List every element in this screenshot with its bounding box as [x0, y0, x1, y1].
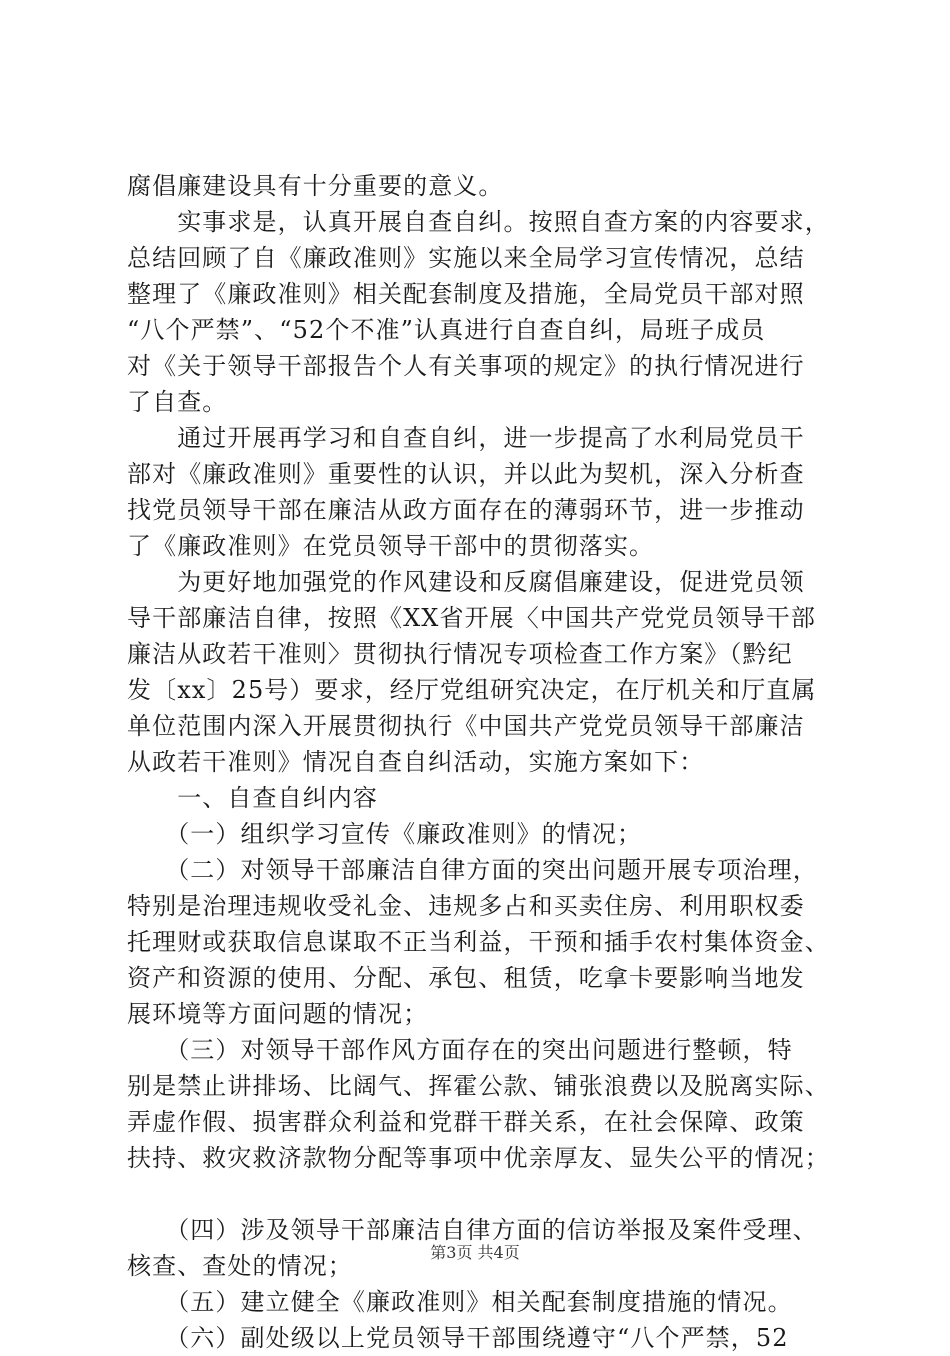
- section-heading: 一、自查自纠内容: [127, 784, 378, 812]
- text-line: （六）副处级以上党员领导干部围绕遵守“八个严禁，52: [127, 1324, 789, 1352]
- text-line: 导干部廉洁自律，按照《XX省开展〈中国共产党党员领导干部: [127, 604, 816, 632]
- text-line: 展环境等方面问题的情况；: [127, 1000, 429, 1028]
- text-line: 资产和资源的使用、分配、承包、租赁，吃拿卡要影响当地发: [127, 964, 805, 992]
- text-line: 找党员领导干部在廉洁从政方面存在的薄弱环节，进一步推动: [127, 496, 805, 524]
- text-line: （四）涉及领导干部廉洁自律方面的信访举报及案件受理、: [127, 1216, 818, 1244]
- text-line: 整理了《廉政准则》相关配套制度及措施，全局党员干部对照: [127, 280, 805, 308]
- text-line: 了自查。: [127, 388, 228, 416]
- text-line: 从政若干准则》情况自查自纠活动，实施方案如下：: [127, 748, 705, 776]
- document-body: [127, 168, 839, 1356]
- page-number-footer: 第3页 共4页: [430, 1243, 520, 1262]
- text-line: 腐倡廉建设具有十分重要的意义。: [127, 172, 504, 200]
- text-line: （二）对领导干部廉洁自律方面的突出问题开展专项治理，: [127, 856, 818, 884]
- text-line: （五）建立健全《廉政准则》相关配套制度措施的情况。: [127, 1288, 793, 1316]
- text-line: 发〔xx〕25号）要求，经厅党组研究决定，在厅机关和厅直属: [127, 676, 817, 704]
- text-line: 总结回顾了自《廉政准则》实施以来全局学习宣传情况，总结: [127, 244, 805, 272]
- text-line: （一）组织学习宣传《廉政准则》的情况；: [127, 820, 643, 848]
- text-line: 部对《廉政准则》重要性的认识，并以此为契机，深入分析查: [127, 460, 805, 488]
- text-line: 廉洁从政若干准则〉贯彻执行情况专项检查工作方案》（黔纪: [127, 640, 793, 668]
- blank-line: [127, 1176, 839, 1212]
- text-line: 托理财或获取信息谋取不正当利益，干预和插手农村集体资金、: [127, 928, 830, 956]
- text-line: 了《廉政准则》在党员领导干部中的贯彻落实。: [127, 532, 655, 560]
- text-line: “八个严禁”、“52个不准”认真进行自查自纠，局班子成员: [127, 316, 766, 344]
- text-line: 别是禁止讲排场、比阔气、挥霍公款、铺张浪费以及脱离实际、: [127, 1072, 830, 1100]
- text-line: 特别是治理违规收受礼金、违规多占和买卖住房、利用职权委: [127, 892, 805, 920]
- text-line: 核查、查处的情况；: [127, 1252, 353, 1280]
- text-line: 通过开展再学习和自查自纠，进一步提高了水利局党员干: [127, 424, 805, 452]
- text-line: 为更好地加强党的作风建设和反腐倡廉建设，促进党员领: [127, 568, 805, 596]
- text-line: 对《关于领导干部报告个人有关事项的规定》的执行情况进行: [127, 352, 805, 380]
- text-line: 实事求是，认真开展自查自纠。按照自查方案的内容要求，: [127, 208, 830, 236]
- text-line: 弄虚作假、损害群众利益和党群干群关系，在社会保障、政策: [127, 1108, 805, 1136]
- text-line: 扶持、救灾救济款物分配等事项中优亲厚友、显失公平的情况；: [127, 1144, 830, 1172]
- text-line: 单位范围内深入开展贯彻执行《中国共产党党员领导干部廉洁: [127, 712, 805, 740]
- text-line: （三）对领导干部作风方面存在的突出问题进行整顿，特: [127, 1036, 793, 1064]
